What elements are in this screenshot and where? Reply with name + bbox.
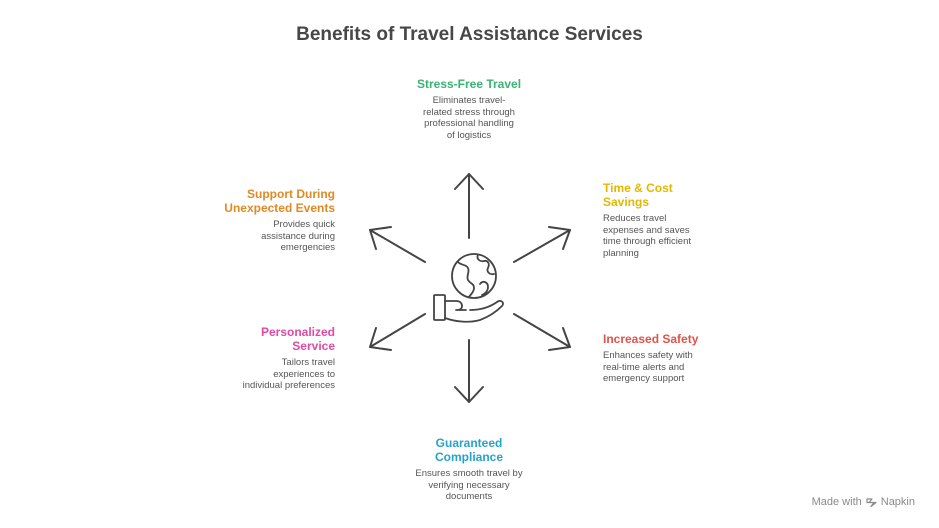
benefit-guaranteed-compliance — [389, 436, 549, 503]
desc-line: Enhances safety with — [603, 350, 693, 361]
desc-line: individual preferences — [242, 380, 335, 391]
desc-line: experiences to — [273, 368, 335, 380]
benefit-title — [389, 436, 549, 464]
benefit-support-unexpected-events — [175, 187, 335, 254]
title-line: Unexpected Events — [224, 201, 335, 215]
arrow-up-left — [370, 227, 425, 262]
benefit-title — [603, 181, 743, 209]
desc-line: Provides quick — [273, 219, 335, 230]
benefit-description — [389, 468, 549, 503]
benefit-description — [195, 357, 335, 392]
desc-line: planning — [603, 247, 639, 259]
desc-line: real-time alerts and — [603, 361, 685, 373]
desc-line: Ensures smooth travel by — [415, 468, 523, 479]
benefit-stress-free-travel — [389, 77, 549, 141]
desc-line: time through efficient — [603, 236, 692, 247]
benefit-title: Stress-Free Travel — [416, 77, 522, 91]
made-with-label: Made with — [811, 496, 862, 508]
desc-line: Eliminates travel- — [432, 95, 506, 106]
benefit-description — [603, 213, 743, 259]
title-line: Service — [292, 339, 335, 353]
desc-line: of logistics — [446, 129, 492, 141]
napkin-logo-icon — [866, 497, 877, 508]
benefit-time-cost-savings — [603, 181, 743, 259]
benefit-description — [603, 350, 743, 385]
title-line: Compliance — [434, 450, 503, 464]
benefit-description — [175, 219, 335, 254]
napkin-brand: Napkin — [880, 496, 915, 508]
desc-line: emergencies — [280, 242, 335, 253]
benefit-title — [175, 187, 335, 215]
arrow-up-right — [514, 227, 570, 262]
desc-line: expenses and saves — [603, 224, 690, 236]
title-line: Guaranteed — [435, 436, 503, 450]
benefit-title — [195, 325, 335, 353]
arrow-down-left — [370, 314, 425, 350]
page-title: Benefits of Travel Assistance Services — [296, 24, 643, 45]
title-line: Time & Cost — [603, 181, 673, 195]
title-line: Personalized — [260, 325, 335, 339]
napkin-footer[interactable] — [812, 496, 915, 508]
desc-line: professional handling — [424, 118, 514, 129]
benefit-increased-safety — [603, 332, 743, 385]
desc-line: Tailors travel — [281, 357, 335, 368]
arrow-down-right — [514, 314, 570, 350]
arrow-up — [455, 174, 483, 238]
arrow-down — [455, 340, 483, 402]
desc-line: related stress through — [423, 106, 515, 118]
desc-line: documents — [445, 491, 493, 502]
benefit-description — [389, 95, 549, 141]
globe-in-hand-icon — [434, 254, 503, 322]
desc-line: emergency support — [603, 373, 685, 384]
desc-line: verifying necessary — [428, 479, 510, 491]
desc-line: Reduces travel — [603, 213, 667, 224]
title-line: Support During — [247, 187, 335, 201]
benefit-title: Increased Safety — [603, 332, 699, 346]
title-line: Savings — [603, 195, 650, 209]
desc-line: assistance during — [261, 230, 335, 242]
benefit-personalized-service — [195, 325, 335, 392]
